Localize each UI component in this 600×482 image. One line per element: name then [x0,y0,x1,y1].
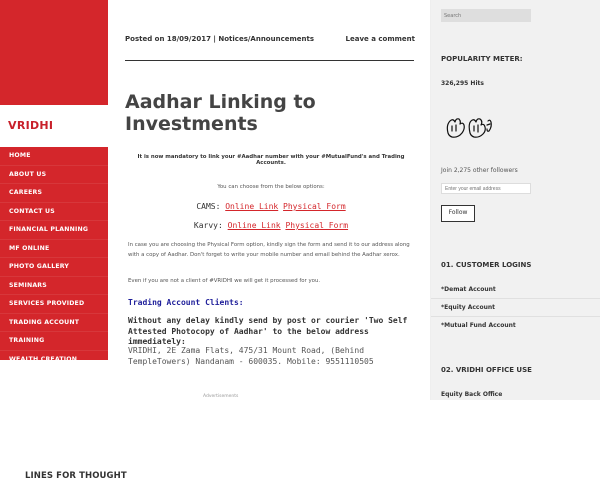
nav-mf-online[interactable]: MF ONLINE [0,240,108,259]
mutual-fund-account-link[interactable]: *Mutual Fund Account [441,322,516,329]
search-input[interactable] [441,9,531,22]
nav-home[interactable]: HOME [0,147,108,166]
divider [431,316,600,317]
post-category-link[interactable]: Notices/Announcements [218,35,315,43]
nav-financial-planning[interactable]: FINANCIAL PLANNING [0,221,108,240]
divider [125,60,414,61]
office-address: VRIDHI, 2E Zama Flats, 475/31 Mount Road, (Behind TempleTowers) Nandanam - 600035. Mobile: 9551110505 [128,346,374,366]
cams-row [128,202,414,211]
physical-form-instructions: In case you are choosing the Physical Form option, kindly sign the form and send it to our address along with a copy of Aadhar. Don't forget to write your mobile number and email behind the Aadhar xerox. [128,242,410,258]
nav-trading-account[interactable]: TRADING ACCOUNT [0,314,108,333]
advertisements-label: Advertisements [203,394,239,399]
right-sidebar [431,0,600,400]
followers-count: Join 2,275 other followers [441,167,518,174]
hit-counter: 326,295 Hits [441,80,484,87]
left-widget-title: LINES FOR THOUGHT [25,471,127,481]
non-client-note: Even if you are not a client of #VRIDHI we will get it processed for you. [128,278,321,284]
cams-online-link[interactable]: Online Link [225,202,279,211]
post-date: Posted on 18/09/2017 | [125,35,216,43]
site-brand[interactable]: VRIDHI [8,118,54,132]
office-use-title: 02. VRIDHI OFFICE USE [441,366,532,374]
post-meta [125,35,415,43]
nav-careers[interactable]: CAREERS [0,184,108,203]
demat-account-link[interactable]: *Demat Account [441,286,496,293]
karvy-row [128,221,414,230]
nav-photo-gallery[interactable]: PHOTO GALLERY [0,258,108,277]
nav-about-us[interactable]: ABOUT US [0,166,108,185]
nav-training[interactable]: TRAINING [0,332,108,351]
karvy-physical-link[interactable]: Physical Form [285,221,349,230]
equity-account-link[interactable]: *Equity Account [441,304,496,311]
nav-contact-us[interactable]: CONTACT US [0,203,108,222]
divider [431,298,600,299]
brand-box [0,105,108,145]
email-field[interactable] [441,183,531,194]
nav-wealth-creation[interactable]: WEALTH CREATION [0,351,108,370]
mandatory-notice: It is now mandatory to link your #Aadhar number with your #MutualFund's and Trading Accounts. [137,154,405,166]
nav-seminars[interactable]: SEMINARS [0,277,108,296]
cams-label: CAMS: [196,202,221,211]
post-title: Aadhar Linking to Investments [125,91,316,135]
trading-clients-heading: Trading Account Clients: [128,298,244,307]
post-content [108,0,431,400]
courier-instructions: Without any delay kindly send by post or courier 'Two Self Attested Photocopy of Aadhar' to the below address immediately: [128,316,408,346]
left-sidebar [0,0,127,481]
follow-button[interactable]: Follow [441,205,475,222]
karvy-online-link[interactable]: Online Link [227,221,281,230]
main-nav [0,147,108,363]
choose-options-text: You can choose from the below options: [217,184,325,190]
leave-comment-link[interactable]: Leave a comment [345,35,415,43]
customer-logins-title: 01. CUSTOMER LOGINS [441,261,532,269]
left-red-block [0,0,108,105]
nav-services-provided[interactable]: SERVICES PROVIDED [0,295,108,314]
karvy-label: Karvy: [193,221,223,230]
equity-back-office-link[interactable]: Equity Back Office [441,391,503,398]
popularity-meter-title: POPULARITY METER: [441,55,523,63]
cams-physical-link[interactable]: Physical Form [283,202,346,211]
cartoon-hands-icon [444,113,494,141]
